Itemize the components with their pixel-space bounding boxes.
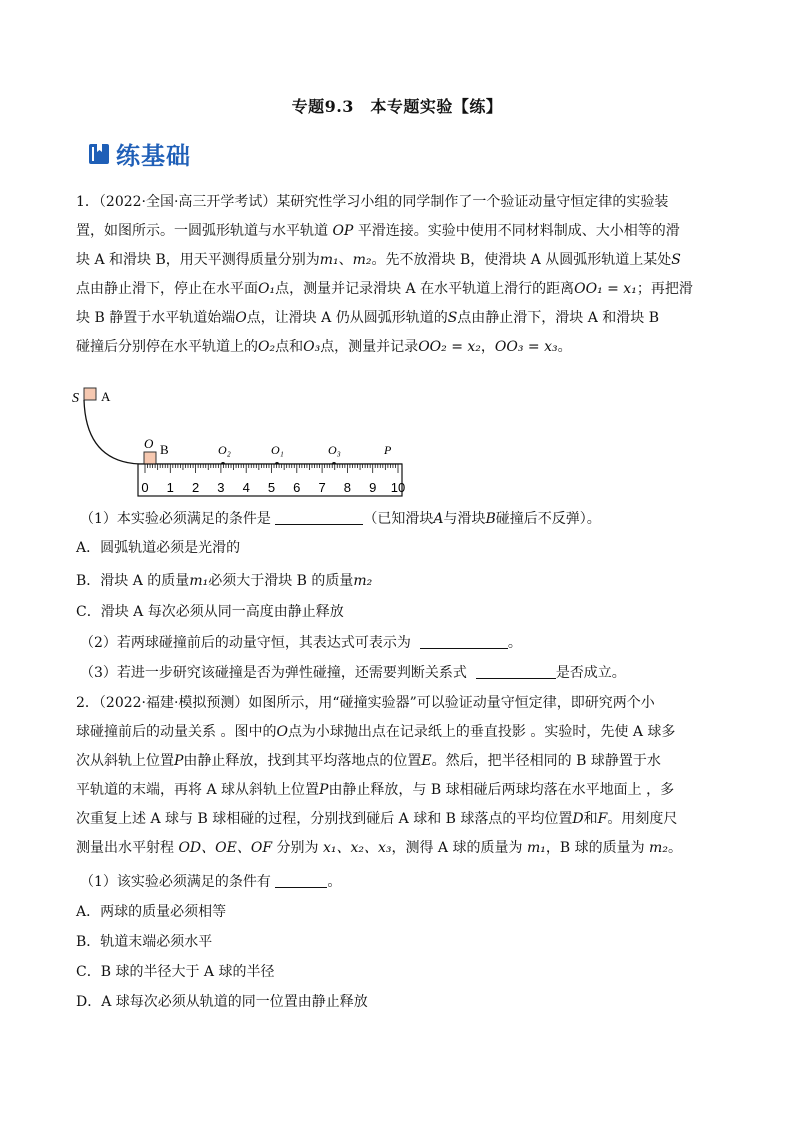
- section-label: 练基础: [116, 142, 191, 170]
- q1-sub-2: （2）若两球碰撞前后的动量守恒，其表达式可表示为 。: [80, 635, 522, 651]
- q1-line-5: 块 B 静置于水平轨道始端O点，让滑块 A 仍从圆弧形轨道的S点由静止滑下，滑块 A 和滑块 B: [76, 310, 660, 326]
- track-diagram: [72, 382, 412, 502]
- q2-option-b: B．轨道末端必须水平: [76, 934, 213, 950]
- q1-line-1: 1．（2022·全国·高三开学考试）某研究性学习小组的同学制作了一个验证动量守恒定律的实验装: [76, 194, 669, 210]
- ruler-tick-label: 0: [141, 480, 149, 495]
- q2-line-6: 测量出水平射程 OD、OE、OF 分别为 x₁、x₂、x₃，测得 A 球的质量为 m₁，B 球的质量为 m₂。: [76, 840, 682, 856]
- label-A: A: [101, 389, 111, 404]
- ruler-tick-label: 6: [293, 480, 301, 495]
- ruler-tick-label: 5: [267, 480, 276, 495]
- section-header: [88, 136, 191, 171]
- q2-line-1: 2．（2022·福建·模拟预测）如图所示，用“碰撞实验器”可以验证动量守恒定律，即研究两个小: [76, 695, 655, 711]
- ruler-tick-label: 10: [390, 480, 406, 495]
- ruler-tick-label: 7: [318, 480, 326, 495]
- ruler-tick-label: 8: [343, 480, 352, 495]
- curved-track: [84, 400, 140, 464]
- answer-blank-1[interactable]: [275, 510, 363, 525]
- q1-sub-1: （1）本实验必须满足的条件是 （已知滑块A与滑块B碰撞后不反弹）。: [80, 511, 601, 527]
- ruler-tick-label: 2: [191, 480, 200, 495]
- label-O: O: [144, 436, 154, 451]
- label-O2: O₂: [218, 443, 231, 457]
- book-icon: [88, 143, 110, 165]
- q2-option-d: D．A 球每次必须从轨道的同一位置由静止释放: [76, 994, 368, 1010]
- ruler-tick-label: 1: [166, 480, 174, 495]
- q1-line-3: 块 A 和滑块 B，用天平测得质量分别为m₁、m₂。先不放滑块 B，使滑块 A 从圆弧形轨道上某处S: [76, 252, 681, 268]
- block-a: [84, 388, 96, 400]
- q2-line-2: 球碰撞前后的动量关系 。图中的O点为小球抛出点在记录纸上的垂直投影 。实验时，先使 A 球多: [76, 724, 676, 740]
- label-O1: O₁: [271, 443, 284, 457]
- q1-option-a: A．圆弧轨道必须是光滑的: [76, 540, 241, 556]
- q1-option-b: B．滑块 A 的质量m₁必须大于滑块 B 的质量m₂: [76, 573, 373, 589]
- answer-blank-3[interactable]: [476, 664, 556, 679]
- label-P: P: [384, 443, 392, 457]
- answer-blank-4[interactable]: [275, 873, 327, 888]
- q1-line-6: 碰撞后分别停在水平轨道上的O₂点和O₃点，测量并记录OO₂ = x₂，OO₃ = x₃。: [76, 339, 572, 355]
- q1-line-4: 点由静止滑下，停止在水平面O₁点，测量并记录滑块 A 在水平轨道上滑行的距离OO₁ = x₁；再把滑: [76, 281, 693, 297]
- answer-blank-2[interactable]: [420, 634, 508, 649]
- q2-line-4: 平轨道的末端，再将 A 球从斜轨上位置P由静止释放，与 B 球相碰后两球均落在水平地面上 ，多: [76, 782, 675, 798]
- q2-sub-1: （1）该实验必须满足的条件有 。: [80, 874, 342, 890]
- q2-line-3: 次从斜轨上位置P由静止释放，找到其平均落地点的位置E。然后，把半径相同的 B 球静置于水: [76, 753, 661, 769]
- q1-line-2: 置，如图所示。一圆弧形轨道与水平轨道 OP 平滑连接。实验中使用不同材料制成、大小相等的滑: [76, 223, 680, 239]
- ruler-tick-label: 4: [242, 480, 250, 495]
- block-b: [144, 452, 156, 464]
- page-title: 专题9.3 本专题实验【练】: [291, 97, 503, 116]
- label-B: B: [160, 442, 169, 457]
- q1-sub-3: （3）若进一步研究该碰撞是否为弹性碰撞，还需要判断关系式 是否成立。: [80, 665, 626, 681]
- ruler-tick-label: 3: [217, 480, 225, 495]
- q2-option-c: C．B 球的半径大于 A 球的半径: [76, 964, 275, 980]
- label-O3: O₃: [328, 443, 341, 457]
- q2-option-a: A．两球的质量必须相等: [76, 904, 227, 920]
- ruler-tick-label: 9: [369, 480, 377, 495]
- label-S: S: [72, 391, 79, 406]
- q2-line-5: 次重复上述 A 球与 B 球相碰的过程，分别找到碰后 A 球和 B 球落点的平均位置D和F。用刻度尺: [76, 811, 678, 827]
- q1-option-c: C．滑块 A 每次必须从同一高度由静止释放: [76, 604, 344, 620]
